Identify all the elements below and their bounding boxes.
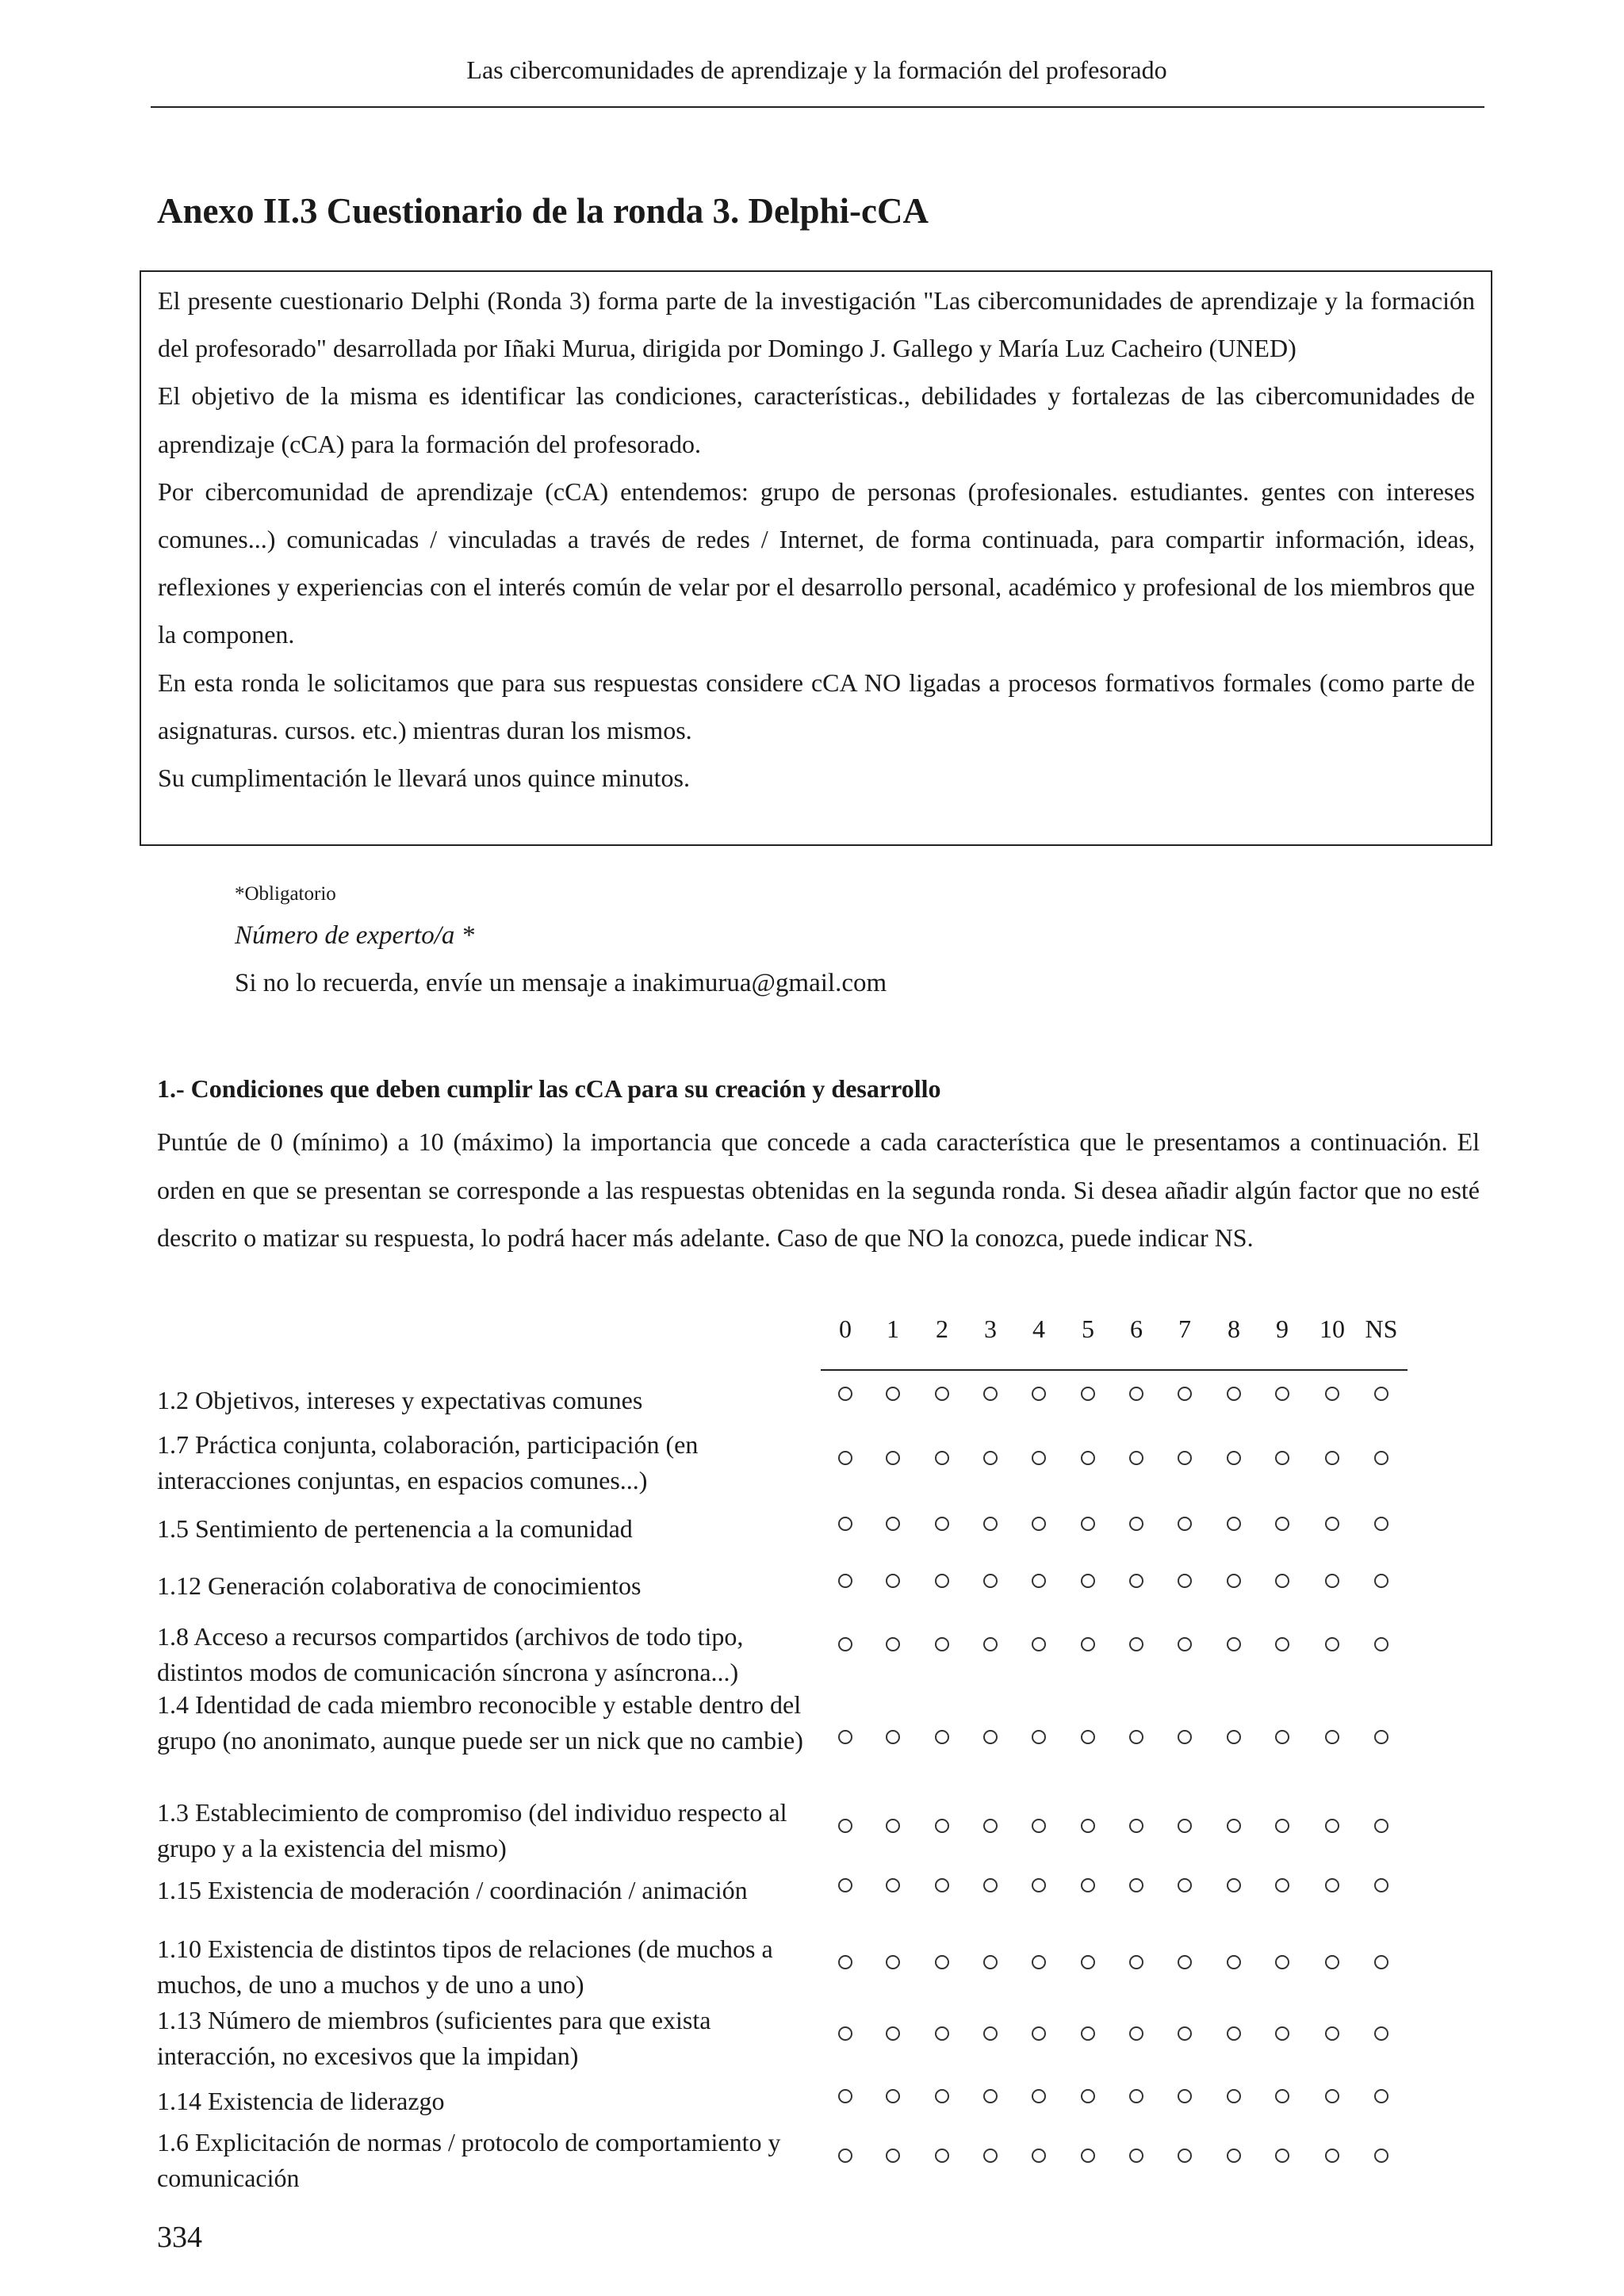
rating-radio-3[interactable] [983,1878,998,1892]
rating-radio-4[interactable] [1032,1955,1046,1969]
rating-radio-2[interactable] [935,1955,949,1969]
rating-radio-10[interactable] [1325,1637,1339,1651]
rating-radio-9[interactable] [1275,1517,1289,1531]
rating-radio-8[interactable] [1227,1451,1241,1465]
rating-radio-7[interactable] [1178,2026,1192,2041]
item-label: 1.13 Número de miembros (suficientes para que exista interacción, no excesivos que la impidan) [157,2006,711,2070]
rating-radio-8[interactable] [1227,1637,1241,1651]
rating-radio-8[interactable] [1227,1819,1241,1833]
rating-radio-4[interactable] [1032,1387,1046,1401]
rating-radio-3[interactable] [983,2149,998,2163]
rating-radio-7[interactable] [1178,1955,1192,1969]
rating-radio-1[interactable] [886,1387,900,1401]
rating-radio-ns[interactable] [1374,2026,1388,2041]
rating-radio-0[interactable] [838,1517,852,1531]
item-label: 1.5 Sentimiento de pertenencia a la comunidad [157,1514,633,1543]
rating-radio-3[interactable] [983,1451,998,1465]
rating-radio-1[interactable] [886,1517,900,1531]
rating-radio-4[interactable] [1032,1819,1046,1833]
intro-paragraph: El presente cuestionario Delphi (Ronda 3) forma parte de la investigación "Las cibercomunidades de aprendizaje y la formación del profesorado" desarrollada por Iñaki Murua, dirigida por Domingo J. Gallego y María Luz Cacheiro (UNED) [158,286,1475,363]
section-title: 1.- Condiciones que deben cumplir las cCA para su creación y desarrollo [157,1074,941,1103]
rating-radio-6[interactable] [1129,1387,1143,1401]
scale-header-rule [821,1369,1408,1371]
rating-radio-5[interactable] [1081,2026,1095,2041]
rating-radio-1[interactable] [886,1574,900,1588]
rating-radio-10[interactable] [1325,1574,1339,1588]
item-label: 1.6 Explicitación de normas / protocolo de comportamiento y comunicación [157,2128,781,2192]
rating-radio-1[interactable] [886,2149,900,2163]
intro-paragraph: Su cumplimentación le llevará unos quince minutos. [158,763,690,793]
rating-radio-10[interactable] [1325,1819,1339,1833]
rating-radio-9[interactable] [1275,2026,1289,2041]
section-instructions [157,1118,1480,1262]
scale-label-1: 1 [887,1314,899,1343]
rating-radio-0[interactable] [838,1387,852,1401]
annex-title: Anexo II.3 Cuestionario de la ronda 3. Delphi-cCA [157,191,929,231]
rating-radio-3[interactable] [983,1955,998,1969]
rating-radio-1[interactable] [886,2026,900,2041]
rating-radio-0[interactable] [838,1574,852,1588]
item-label: 1.12 Generación colaborativa de conocimientos [157,1571,642,1600]
rating-radio-5[interactable] [1081,1517,1095,1531]
header-rule [151,106,1484,108]
item-label: 1.14 Existencia de liderazgo [157,2087,445,2115]
rating-radio-7[interactable] [1178,1819,1192,1833]
item-label: 1.7 Práctica conjunta, colaboración, participación (en interacciones conjuntas, en espacios comunes...) [157,1430,699,1494]
rating-radio-5[interactable] [1081,1637,1095,1651]
scale-label-2: 2 [936,1314,948,1343]
page-number: 334 [157,2221,202,2254]
rating-radio-0[interactable] [838,2149,852,2163]
rating-radio-10[interactable] [1325,1387,1339,1401]
intro-paragraph: El objetivo de la misma es identificar las condiciones, características., debilidades y fortalezas de las cibercomunidades de aprendizaje (cCA) para la formación del profesorado. [158,381,1475,458]
rating-radio-5[interactable] [1081,2089,1095,2103]
scale-label-7: 7 [1178,1314,1191,1343]
rating-radio-ns[interactable] [1374,2149,1388,2163]
rating-radio-4[interactable] [1032,2089,1046,2103]
rating-radio-5[interactable] [1081,2149,1095,2163]
scale-label-0: 0 [839,1314,852,1343]
rating-radio-0[interactable] [838,1637,852,1651]
rating-radio-ns[interactable] [1374,1819,1388,1833]
rating-radio-0[interactable] [838,2026,852,2041]
rating-radio-2[interactable] [935,1730,949,1744]
item-label: 1.4 Identidad de cada miembro reconocible y estable dentro del grupo (no anonimato, aunque puede ser un nick que no cambie) [157,1690,803,1755]
rating-radio-3[interactable] [983,1730,998,1744]
rating-radio-0[interactable] [838,1878,852,1892]
scale-label-6: 6 [1130,1314,1143,1343]
rating-radio-4[interactable] [1032,1730,1046,1744]
rating-radio-ns[interactable] [1374,1451,1388,1465]
rating-radio-9[interactable] [1275,1878,1289,1892]
rating-radio-7[interactable] [1178,1517,1192,1531]
rating-radio-9[interactable] [1275,1730,1289,1744]
rating-radio-6[interactable] [1129,1878,1143,1892]
rating-radio-4[interactable] [1032,1451,1046,1465]
rating-radio-10[interactable] [1325,2149,1339,2163]
rating-radio-3[interactable] [983,1517,998,1531]
rating-radio-8[interactable] [1227,2149,1241,2163]
rating-radio-9[interactable] [1275,2149,1289,2163]
expert-number-hint: Si no lo recuerda, envíe un mensaje a inakimurua@gmail.com [235,969,887,997]
rating-radio-8[interactable] [1227,2026,1241,2041]
rating-radio-1[interactable] [886,1637,900,1651]
rating-radio-3[interactable] [983,1574,998,1588]
rating-radio-3[interactable] [983,1387,998,1401]
rating-radio-7[interactable] [1178,2149,1192,2163]
rating-radio-10[interactable] [1325,1955,1339,1969]
rating-radio-8[interactable] [1227,2089,1241,2103]
scale-label-8: 8 [1228,1314,1240,1343]
rating-radio-ns[interactable] [1374,2089,1388,2103]
rating-radio-10[interactable] [1325,1878,1339,1892]
item-label: 1.8 Acceso a recursos compartidos (archivos de todo tipo, distintos modos de comunicación síncrona y asíncrona...) [157,1622,744,1686]
rating-radio-2[interactable] [935,1451,949,1465]
rating-radio-4[interactable] [1032,1517,1046,1531]
scale-label-ns: NS [1365,1314,1398,1343]
item-label: 1.10 Existencia de distintos tipos de relaciones (de muchos a muchos, de uno a muchos y de uno a uno) [157,1934,773,1999]
item-label: 1.2 Objetivos, intereses y expectativas comunes [157,1386,643,1414]
rating-radio-7[interactable] [1178,1637,1192,1651]
rating-radio-9[interactable] [1275,1451,1289,1465]
rating-radio-9[interactable] [1275,1955,1289,1969]
rating-radio-1[interactable] [886,2089,900,2103]
rating-radio-9[interactable] [1275,1387,1289,1401]
rating-radio-ns[interactable] [1374,1878,1388,1892]
rating-radio-ns[interactable] [1374,1517,1388,1531]
rating-radio-9[interactable] [1275,2089,1289,2103]
rating-radio-1[interactable] [886,1955,900,1969]
item-label: 1.3 Establecimiento de compromiso (del individuo respecto al grupo y a la existencia del mismo) [157,1798,787,1862]
rating-radio-4[interactable] [1032,2149,1046,2163]
rating-radio-0[interactable] [838,1819,852,1833]
rating-radio-3[interactable] [983,2089,998,2103]
intro-paragraph: En esta ronda le solicitamos que para sus respuestas considere cCA NO ligadas a procesos formativos formales (como parte de asignaturas. cursos. etc.) mientras duran los mismos. [158,668,1475,744]
rating-radio-1[interactable] [886,1878,900,1892]
intro-paragraph: Por cibercomunidad de aprendizaje (cCA) entendemos: grupo de personas (profesionales. estudiantes. gentes con intereses comunes...) comunicadas / vinculadas a través de redes / Internet, de forma continuada, para compartir información, ideas, reflexiones y experiencias con el interés común de velar por el desarrollo personal, académico y profesional de los miembros que la componen. [158,476,1475,649]
rating-radio-4[interactable] [1032,2026,1046,2041]
rating-radio-7[interactable] [1178,1451,1192,1465]
rating-radio-8[interactable] [1227,1955,1241,1969]
rating-radio-5[interactable] [1081,1878,1095,1892]
rating-radio-5[interactable] [1081,1451,1095,1465]
rating-radio-6[interactable] [1129,2026,1143,2041]
rating-radio-2[interactable] [935,1819,949,1833]
rating-radio-4[interactable] [1032,1574,1046,1588]
rating-radio-6[interactable] [1129,2149,1143,2163]
rating-radio-8[interactable] [1227,1387,1241,1401]
scale-label-10: 10 [1320,1314,1345,1343]
rating-radio-5[interactable] [1081,1819,1095,1833]
rating-radio-7[interactable] [1178,1574,1192,1588]
rating-radio-8[interactable] [1227,1574,1241,1588]
rating-radio-10[interactable] [1325,1517,1339,1531]
rating-radio-6[interactable] [1129,1819,1143,1833]
rating-radio-6[interactable] [1129,1637,1143,1651]
rating-radio-4[interactable] [1032,1878,1046,1892]
rating-radio-5[interactable] [1081,1387,1095,1401]
rating-radio-2[interactable] [935,1387,949,1401]
expert-number-label: Número de experto/a * [235,921,475,950]
item-label: 1.15 Existencia de moderación / coordinación / animación [157,1876,748,1904]
rating-radio-1[interactable] [886,1819,900,1833]
scale-label-5: 5 [1082,1314,1094,1343]
rating-radio-5[interactable] [1081,1730,1095,1744]
rating-radio-3[interactable] [983,2026,998,2041]
rating-radio-7[interactable] [1178,1387,1192,1401]
rating-radio-6[interactable] [1129,1574,1143,1588]
rating-radio-5[interactable] [1081,1574,1095,1588]
scale-label-9: 9 [1276,1314,1289,1343]
rating-radio-7[interactable] [1178,1730,1192,1744]
rating-radio-6[interactable] [1129,1955,1143,1969]
rating-radio-8[interactable] [1227,1878,1241,1892]
rating-radio-0[interactable] [838,1955,852,1969]
rating-radio-ns[interactable] [1374,1637,1388,1651]
intro-box [140,270,1492,846]
rating-radio-10[interactable] [1325,1451,1339,1465]
rating-radio-8[interactable] [1227,1730,1241,1744]
rating-radio-2[interactable] [935,2026,949,2041]
rating-radio-ns[interactable] [1374,1387,1388,1401]
rating-radio-0[interactable] [838,1730,852,1744]
rating-radio-10[interactable] [1325,2089,1339,2103]
rating-radio-2[interactable] [935,1574,949,1588]
scale-label-3: 3 [984,1314,997,1343]
rating-radio-7[interactable] [1178,2089,1192,2103]
rating-radio-9[interactable] [1275,1574,1289,1588]
rating-radio-2[interactable] [935,2149,949,2163]
rating-radio-1[interactable] [886,1451,900,1465]
rating-radio-1[interactable] [886,1730,900,1744]
rating-radio-10[interactable] [1325,2026,1339,2041]
rating-radio-2[interactable] [935,2089,949,2103]
rating-radio-ns[interactable] [1374,1730,1388,1744]
rating-radio-6[interactable] [1129,1730,1143,1744]
required-note: *Obligatorio [235,883,336,905]
rating-radio-0[interactable] [838,1451,852,1465]
rating-radio-2[interactable] [935,1517,949,1531]
rating-radio-3[interactable] [983,1637,998,1651]
rating-radio-6[interactable] [1129,1451,1143,1465]
rating-radio-3[interactable] [983,1819,998,1833]
rating-radio-8[interactable] [1227,1517,1241,1531]
running-header: Las cibercomunidades de aprendizaje y la formación del profesorado [466,55,1167,84]
rating-radio-2[interactable] [935,1637,949,1651]
rating-radio-9[interactable] [1275,1819,1289,1833]
rating-radio-2[interactable] [935,1878,949,1892]
rating-radio-10[interactable] [1325,1730,1339,1744]
section-instructions-text: Puntúe de 0 (mínimo) a 10 (máximo) la importancia que concede a cada característica que le presentamos a continuación. El orden en que se presentan se corresponde a las respuestas obtenidas en la segunda ronda. Si desea añadir algún factor que no esté descrito o matizar su respuesta, lo podrá hacer más adelante. Caso de que NO la conozca, puede indicar NS. [157,1127,1480,1252]
rating-radio-5[interactable] [1081,1955,1095,1969]
rating-radio-7[interactable] [1178,1878,1192,1892]
rating-radio-ns[interactable] [1374,1955,1388,1969]
rating-radio-0[interactable] [838,2089,852,2103]
rating-radio-6[interactable] [1129,2089,1143,2103]
scale-label-4: 4 [1032,1314,1045,1343]
rating-radio-6[interactable] [1129,1517,1143,1531]
rating-radio-ns[interactable] [1374,1574,1388,1588]
rating-radio-4[interactable] [1032,1637,1046,1651]
rating-radio-9[interactable] [1275,1637,1289,1651]
